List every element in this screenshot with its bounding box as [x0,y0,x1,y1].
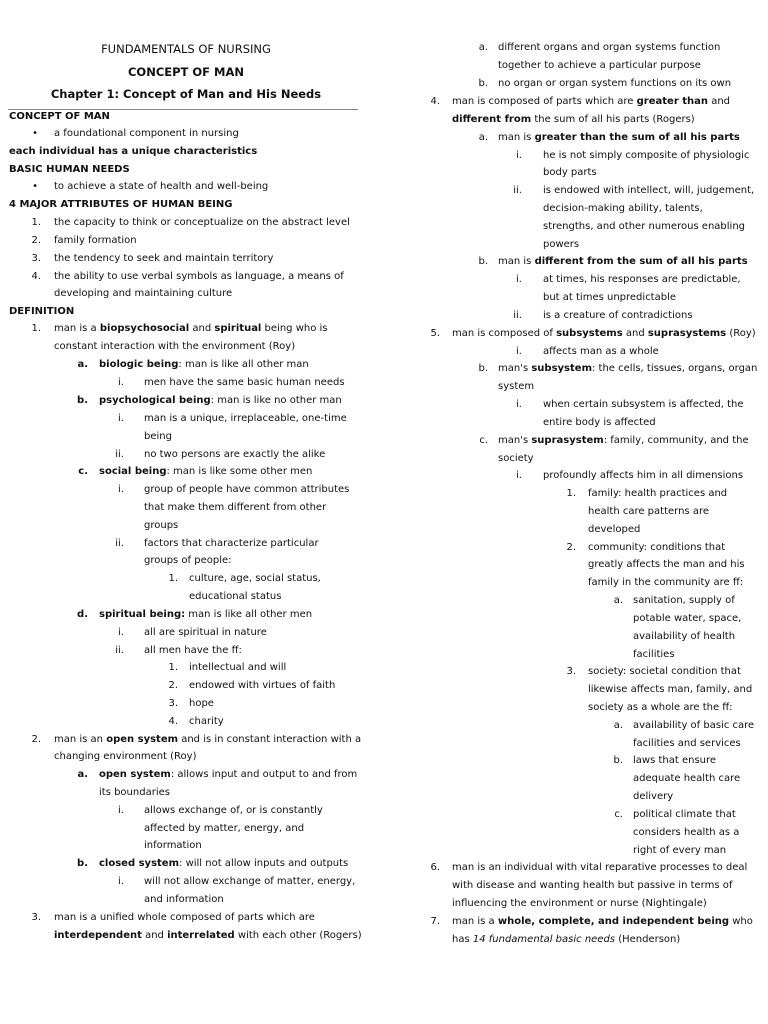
text-line: likewise affects man, family, and [588,684,753,695]
list-marker: a. [613,595,623,606]
text-line: no organ or organ system functions on its own [498,78,732,89]
text-line: political climate that [633,809,736,820]
list-marker: a. [613,720,623,731]
list-marker: 3. [31,912,41,923]
list-marker: i. [118,413,124,424]
text-line: factors that characterize particular [144,538,319,549]
text-line: different organs and organ systems function [498,42,721,53]
text-line: when certain subsystem is affected, the [543,399,744,410]
list-marker: 5. [430,328,440,339]
text-line: decision-making ability, talents, [543,203,703,214]
list-marker: b. [613,755,623,766]
text-line: delivery [633,791,674,802]
list-marker: 3. [31,253,41,264]
text-line: facilities and services [633,738,741,749]
text-line: will not allow exchange of matter, energy, [144,876,356,887]
text-line: greatly affects the man and his [588,559,745,570]
chapter-title: Chapter 1: Concept of Man and His Needs [50,87,322,101]
list-marker: b. [478,256,488,267]
list-marker: 6. [430,862,440,873]
list-marker: • [32,128,38,139]
text-line: man is a unified whole composed of parts which are [54,912,315,923]
text-line: social being: man is like some other men [99,466,313,477]
text-line: different from the sum of all his parts (Rogers) [452,114,695,125]
text-line: system [498,381,535,392]
text-line: society: societal condition that [588,666,741,677]
text-line: groups [144,520,179,531]
text-line: man is different from the sum of all his parts [498,256,748,267]
text-line: availability of health [633,631,736,642]
list-marker: i. [516,346,522,357]
list-marker: b. [478,78,488,89]
text-line: man is composed of parts which are greater than and [452,96,731,107]
list-marker: a. [77,359,88,370]
text-line: to achieve a state of health and well-being [54,181,269,192]
list-marker: a. [478,132,488,143]
text-line: psychological being: man is like no other man [99,395,342,406]
text-line: developed [588,524,641,535]
text-line: groups of people: [144,555,232,566]
list-marker: 2. [566,542,576,553]
text-line: affected by matter, energy, and [144,823,305,834]
text-line: entire body is affected [543,417,656,428]
list-marker: 1. [31,217,41,228]
list-marker: b. [77,395,88,406]
list-marker: a. [77,769,88,780]
text-line: body parts [543,167,597,178]
text-line: the capacity to think or conceptualize on the abstract level [54,217,350,228]
text-line: potable water, space, [633,613,742,624]
text-line: man is a unique, irreplaceable, one-time [144,413,347,424]
text-line: men have the same basic human needs [144,377,345,388]
text-line: has 14 fundamental basic needs (Henderson) [452,934,681,945]
text-line: hope [189,698,214,709]
list-marker: 3. [168,698,178,709]
text-line: man's subsystem: the cells, tissues, organs, organ [498,363,758,374]
text-line: with disease and wanting health but passive in terms of [452,880,733,891]
text-line: but at times unpredictable [543,292,677,303]
text-line: charity [189,716,224,727]
text-line: the ability to use verbal symbols as language, a means of [54,271,344,282]
list-marker: i. [516,274,522,285]
list-marker: ii. [513,185,522,196]
text-line: profoundly affects him in all dimensions [543,470,744,481]
list-marker: i. [516,399,522,410]
text-line: open system: allows input and output to and from [99,769,358,780]
text-line: man is a biopsychosocial and spiritual being who is [54,323,328,334]
list-marker: 4. [430,96,440,107]
list-marker: i. [516,150,522,161]
list-marker: • [32,181,38,192]
text-line: man is a whole, complete, and independent being who [452,916,753,927]
list-marker: 7. [430,916,440,927]
text-line: developing and maintaining culture [54,288,233,299]
text-line: he is not simply composite of physiologic [543,150,750,161]
text-line: 4 MAJOR ATTRIBUTES OF HUMAN BEING [9,199,233,210]
text-line: and information [144,894,224,905]
text-line: powers [543,239,580,250]
text-line: BASIC HUMAN NEEDS [9,164,130,175]
text-line: being [144,431,172,442]
text-line: information [144,840,202,851]
list-marker: b. [77,858,88,869]
list-marker: 4. [168,716,178,727]
text-line: culture, age, social status, [189,573,321,584]
text-line: CONCEPT OF MAN [9,111,110,122]
text-line: facilities [633,649,675,660]
text-line: group of people have common attributes [144,484,350,495]
list-marker: a. [478,42,488,53]
text-line: endowed with virtues of faith [189,680,336,691]
text-line: man is an individual with vital reparative processes to deal [452,862,748,873]
list-marker: i. [118,377,124,388]
list-marker: 2. [31,734,41,745]
list-marker: 2. [168,680,178,691]
list-marker: c. [614,809,623,820]
text-line: family in the community are ff: [588,577,744,588]
text-line: society as a whole are the ff: [588,702,733,713]
list-marker: i. [118,805,124,816]
list-marker: b. [478,363,488,374]
title-divider [8,109,358,110]
text-line: at times, his responses are predictable, [543,274,741,285]
text-line: family formation [54,235,137,246]
text-line: educational status [189,591,282,602]
list-marker: c. [479,435,488,446]
text-line: man is composed of subsystems and suprasystems (Roy) [452,328,756,339]
text-line: family: health practices and [588,488,728,499]
text-line: no two persons are exactly the alike [144,449,326,460]
list-marker: i. [118,876,124,887]
text-line: right of every man [633,845,727,856]
list-marker: 3. [566,666,576,677]
text-line: is a creature of contradictions [543,310,693,321]
text-line: the tendency to seek and maintain territory [54,253,274,264]
text-line: considers health as a [633,827,740,838]
text-line: intellectual and will [189,662,287,673]
list-marker: c. [78,466,88,477]
text-line: man's suprasystem: family, community, and the [498,435,749,446]
list-marker: ii. [115,645,124,656]
text-line: constant interaction with the environment (Roy) [54,341,296,352]
text-line: DEFINITION [9,306,75,317]
text-line: strengths, and other numerous enabling [543,221,746,232]
list-marker: 1. [31,323,41,334]
text-line: each individual has a unique characteristics [9,146,258,157]
text-line: its boundaries [99,787,170,798]
text-line: man is an open system and is in constant interaction with a [54,734,362,745]
list-marker: 1. [566,488,576,499]
text-line: adequate health care [633,773,741,784]
text-line: influencing the environment or nurse (Nightingale) [452,898,707,909]
document-title: FUNDAMENTALS OF NURSING [101,42,271,56]
text-line: biologic being: man is like all other man [99,359,309,370]
text-line: laws that ensure [633,755,717,766]
text-line: sanitation, supply of [633,595,735,606]
list-marker: ii. [115,449,124,460]
text-line: a foundational component in nursing [54,128,239,139]
text-line: is endowed with intellect, will, judgement, [543,185,755,196]
text-line: community: conditions that [588,542,726,553]
text-line: availability of basic care [633,720,755,731]
list-marker: 4. [31,271,41,282]
text-line: man is greater than the sum of all his parts [498,132,740,143]
list-marker: d. [77,609,88,620]
text-line: affects man as a whole [543,346,659,357]
list-marker: i. [516,470,522,481]
text-line: all men have the ff: [144,645,242,656]
list-marker: i. [118,627,124,638]
text-line: together to achieve a particular purpose [498,60,701,71]
list-marker: 1. [168,573,178,584]
text-line: that make them different from other [144,502,327,513]
text-line: all are spiritual in nature [144,627,267,638]
text-line: interdependent and interrelated with each other (Rogers) [54,930,362,941]
text-line: spiritual being: man is like all other men [99,609,313,620]
list-marker: 2. [31,235,41,246]
text-line: health care patterns are [588,506,709,517]
section-title: CONCEPT OF MAN [127,65,245,79]
list-marker: ii. [513,310,522,321]
list-marker: ii. [115,538,124,549]
text-line: allows exchange of, or is constantly [144,805,323,816]
list-marker: 1. [168,662,178,673]
list-marker: i. [118,484,124,495]
text-line: closed system: will not allow inputs and outputs [99,858,349,869]
text-line: society [498,453,534,464]
text-line: changing environment (Roy) [54,751,197,762]
